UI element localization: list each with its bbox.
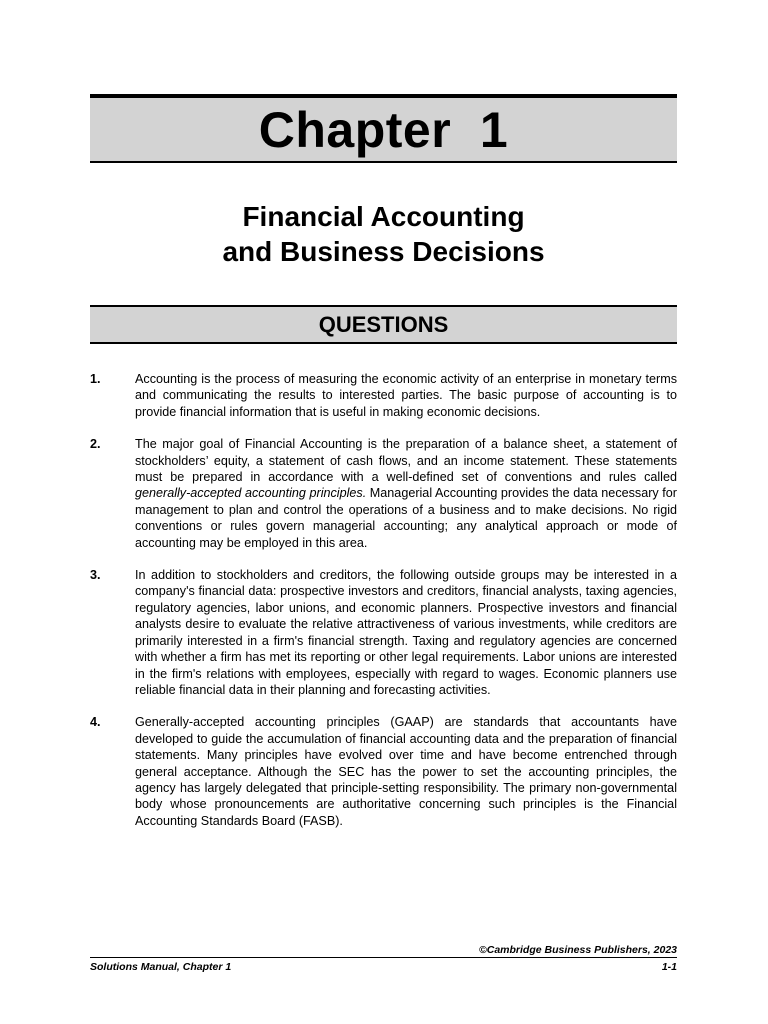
copyright-notice: ©Cambridge Business Publishers, 2023 <box>479 944 677 956</box>
footer-manual-label: Solutions Manual, Chapter 1 <box>90 961 232 973</box>
question-text-part: Managerial Accounting provides the data necessary for management to plan and control the operations of a business and to make decisions. No rigid conventions or rules govern managerial accounting; any analytical approach or mode of accounting may be employed in this area. <box>135 486 677 550</box>
question-item <box>90 371 677 420</box>
question-item <box>90 436 677 551</box>
questions-banner <box>90 305 677 344</box>
question-text: Generally-accepted accounting principles (GAAP) are standards that accountants have developed to guide the accumulation of financial accounting data and the preparation of financial statements. Many principles have evolved over time and have become entrenched through general acceptance. Although the SEC has the power to set the accounting principles, the agency has largely delegated that principle-setting responsibility. The primary non-governmental body whose pronouncements are authoritative concerning such principles is the Financial Accounting Standards Board (FASB). <box>135 715 677 828</box>
question-item <box>90 567 677 698</box>
chapter-subtitle <box>90 199 677 269</box>
subtitle-line-2: and Business Decisions <box>222 236 545 267</box>
question-number: 4. <box>90 715 101 730</box>
question-text <box>135 436 677 551</box>
chapter-title: Chapter 1 <box>258 101 509 158</box>
page-number: 1-1 <box>661 961 677 973</box>
question-number: 1. <box>90 372 101 386</box>
question-number: 2. <box>90 437 101 452</box>
question-text-italic: generally-accepted accounting principles. <box>135 486 367 501</box>
footer-divider <box>90 957 677 958</box>
subtitle-line-1: Financial Accounting <box>242 201 525 232</box>
question-list <box>90 371 677 845</box>
chapter-banner <box>90 94 677 163</box>
question-item <box>90 714 677 829</box>
section-heading: QUESTIONS <box>318 311 449 337</box>
question-text: In addition to stockholders and creditors, the following outside groups may be interested in a company's financial data: prospective investors and creditors, financial analysts, taxing agencies, regulatory agencies, labor unions, and economic planners. Prospective investors and financial analysts desire to evaluate the relative attractiveness of various investments, while creditors are primarily interested in a firm's financial strength. Taxing and regulatory agencies are concerned with whether a firm has met its reporting or other legal requirements. Labor unions are interested in the firm's relations with employees, especially with regard to wages. Economic planners use reliable financial data in their planning and forecasting activities. <box>135 568 677 697</box>
question-text: Accounting is the process of measuring the economic activity of an enterprise in monetary terms and communicating the results to interested parties. The basic purpose of accounting is to provide financial information that is useful in making economic decisions. <box>135 372 677 419</box>
question-text-part: The major goal of Financial Accounting is the preparation of a balance sheet, a statement of stockholders’ equity, a statement of cash flows, and an income statement. These statements must be prepared in accordance with a well-defined set of conventions and rules called <box>135 437 677 485</box>
question-number: 3. <box>90 568 101 583</box>
